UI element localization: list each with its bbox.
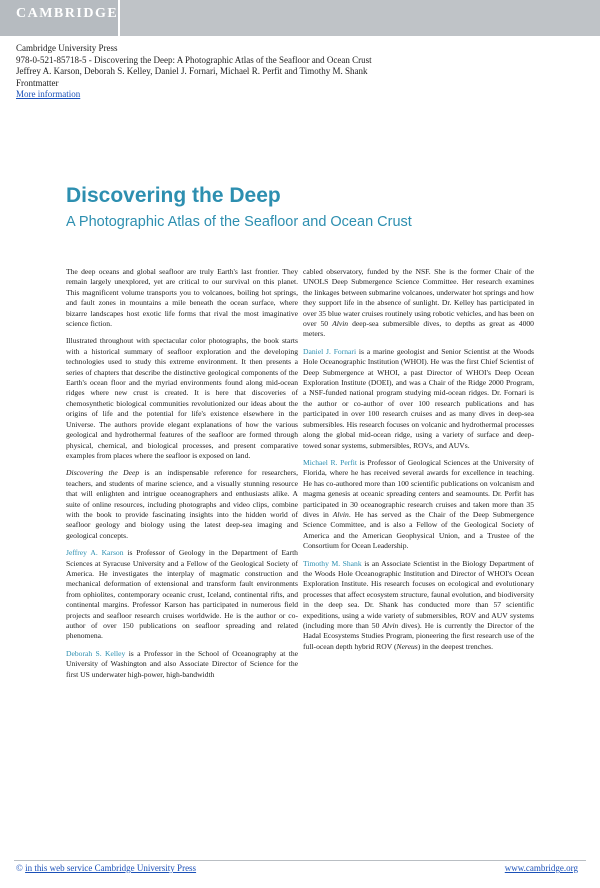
author-name-shank: Timothy M. Shank <box>303 558 362 568</box>
author-name-perfit: Michael R. Perfit <box>303 457 358 467</box>
author-bio-kelley-continued <box>303 267 534 340</box>
shank-italic-1: Alvin <box>382 621 399 630</box>
more-information-link[interactable]: More information <box>16 89 81 99</box>
author-name-karson: Jeffrey A. Karson <box>66 548 124 558</box>
author-bio-shank <box>303 559 534 653</box>
section-name: Frontmatter <box>16 77 59 88</box>
author-bio-kelley-text: is a Professor in the School of Oceanography at the University of Washington and also Associate Director of Science for the first US underwater high-power, high-bandwidth <box>66 648 298 679</box>
author-bio-kelley <box>66 649 298 680</box>
kelley-cont-text-a: cabled observatory, funded by the NSF. She is the former Chair of the UNOLS Deep Submergence Science Committee. Her research examines the linkages between submarine volcanoes, underwater hot springs and how they support life in the absence of sunlight. Dr. Kelley has participated in over 35 blue water cruises routinely using robotic vehicles, and has been on over 50 <box>303 267 534 329</box>
author-bio-fornari <box>303 347 534 451</box>
author-bio-perfit <box>303 458 534 552</box>
description-paragraph-1: The deep oceans and global seafloor are truly Earth's last frontier. They remain largely unexplored, yet are critical to our survival on this planet. This magnificent volume transports you to volcanoes, boiling hot springs, and fault zones in mountains a mile beneath the ocean surface, where bizarre landscapes host exotic life forms that rival the most imaginative science fiction. <box>66 267 298 329</box>
copyright-text[interactable]: in this web service Cambridge University Press <box>25 863 197 873</box>
publisher-logo-text: CAMBRIDGE <box>16 6 119 21</box>
book-subtitle: A Photographic Atlas of the Seafloor and Ocean Crust <box>66 214 412 230</box>
publisher-logo[interactable] <box>0 0 118 36</box>
copyright-icon: © <box>16 863 23 873</box>
book-title-italic: Discovering the Deep <box>66 468 140 478</box>
author-bio-fornari-text: is a marine geologist and Senior Scientist at the Woods Hole Oceanographic Institution (WHOI). He was the first Chief Scientist of Deep Submergence at WHOI, a past Director of WHOI's Deep Ocean Exploration Institute (DOEI), and was a Chair of the Ridge 2000 Program, a NSF-funded national program studying mid-ocean ridges. Dr. Fornari is the author or co-author of over 100 research publications and has participated in over 100 research cruises and as many dives in deep-sea submersibles. His research focuses on volcanic and hydrothermal processes along the global mid-ocean ridge, using a variety of surface and deep-towed sonar systems, submersibles, ROVs, and AUVs. <box>303 346 534 450</box>
author-name-fornari: Daniel J. Fornari <box>303 346 357 356</box>
website-link[interactable]: www.cambridge.org <box>504 863 578 873</box>
left-column <box>66 267 298 687</box>
author-bio-karson <box>66 548 298 642</box>
description-paragraph-3-text: is an indispensable reference for researchers, teachers, and students of marine science, and a visually stunning resource that will enlighten and intrigue oceanographers and enthusiasts alike. A suite of online resources, including photographs and video clips, combine with the book to provide fascinating insights into the hidden world of seafloor geology and biology using the latest deep-sea imaging and geological concepts. <box>66 468 298 540</box>
banner-divider <box>118 0 120 36</box>
footer-divider <box>14 860 586 861</box>
shank-text-a: is an Associate Scientist in the Biology Department of the Woods Hole Oceanographic Institution and Director of WHOI's Ocean Exploration Institute. His research focuses on ecological and evolutionary processes that affect ecosystem structure, faunal evolution, and biodiversity in the deep sea. Dr. Shank has conducted more than 57 scientific expeditions, using a wide variety of submersibles, ROV and AUV systems (including more than 50 <box>303 558 535 630</box>
right-column <box>303 267 534 659</box>
description-paragraph-3 <box>66 468 298 541</box>
isbn-title-line: 978-0-521-85718-5 - Discovering the Deep: A Photographic Atlas of the Seafloor and Ocean Crust <box>16 54 372 65</box>
book-title: Discovering the Deep <box>66 184 281 207</box>
author-bio-karson-text: is Professor of Geology in the Department of Earth Sciences at Syracuse University and a Fellow of the Geological Society of America. He investigates the interplay of magmatic construction and mechanical deformation of extensional and transform fault environments from ophiolites, contemporary oceanic crust, Iceland, continental rifts, and continental margins. Professor Karson has participated in numerous field projects and seafloor research cruises worldwide. He is the author or co-author of over 150 publications on seafloor spreading and related phenomena. <box>66 548 298 641</box>
perfit-text-a: is Professor of Geological Sciences at the University of Florida, where he has received several awards for excellence in teaching. He has co-authored more than 100 scientific publications on volcanism and magma genesis at oceanic spreading centers and seamounts. Dr. Perfit has participated in 30 oceanographic research cruises and taken more than 35 dives in <box>303 457 535 519</box>
kelley-cont-italic: Alvin <box>332 319 349 329</box>
bibliographic-info <box>16 43 372 101</box>
shank-text-c: ) in the deepest trenches. <box>417 641 494 651</box>
authors-line: Jeffrey A. Karson, Deborah S. Kelley, Daniel J. Fornari, Michael R. Perfit and Timothy M. Shank <box>16 66 368 76</box>
shank-text-b: dives). He is currently the Director of the Hadal Ecosystems Studies Program, pioneering the first research use of the full-ocean depth hybrid ROV ( <box>303 621 534 651</box>
publisher-name: Cambridge University Press <box>16 43 118 53</box>
description-paragraph-2: Illustrated throughout with spectacular color photographs, the book starts with a historical summary of seafloor exploration and the developing technologies used to study this extreme environment. It then presents a series of chapters that describe the distinctive geological components of the Earth's ocean floor and the myriad environments found along mid-ocean ridges where new crust is created. It is here that discoveries of chemosynthetic biological communities revolutionized our ideas about the origins of life and the potential for life's existence elsewhere in the Universe. The authors provide elegant explanations of how the various geological and hydrothermal features of the seafloor are formed through physical, chemical, and biological processes, and present comparative examples from places where the seafloor is exposed on land. <box>66 336 298 460</box>
shank-italic-2: Nereus <box>396 641 418 651</box>
perfit-italic: Alvin <box>332 509 349 519</box>
perfit-text-b: . He has served as the Chair of the Deep Submergence Science Committee, and is also a Fellow of the Geological Society of America and the American Geophysical Union, and a Trustee of the Consortium for Ocean Leadership. <box>303 509 535 551</box>
author-name-kelley: Deborah S. Kelley <box>66 648 126 658</box>
copyright-notice[interactable] <box>16 863 196 873</box>
kelley-cont-text-b: deep-sea submersible dives, to depths as great as 4000 meters. <box>303 319 534 339</box>
